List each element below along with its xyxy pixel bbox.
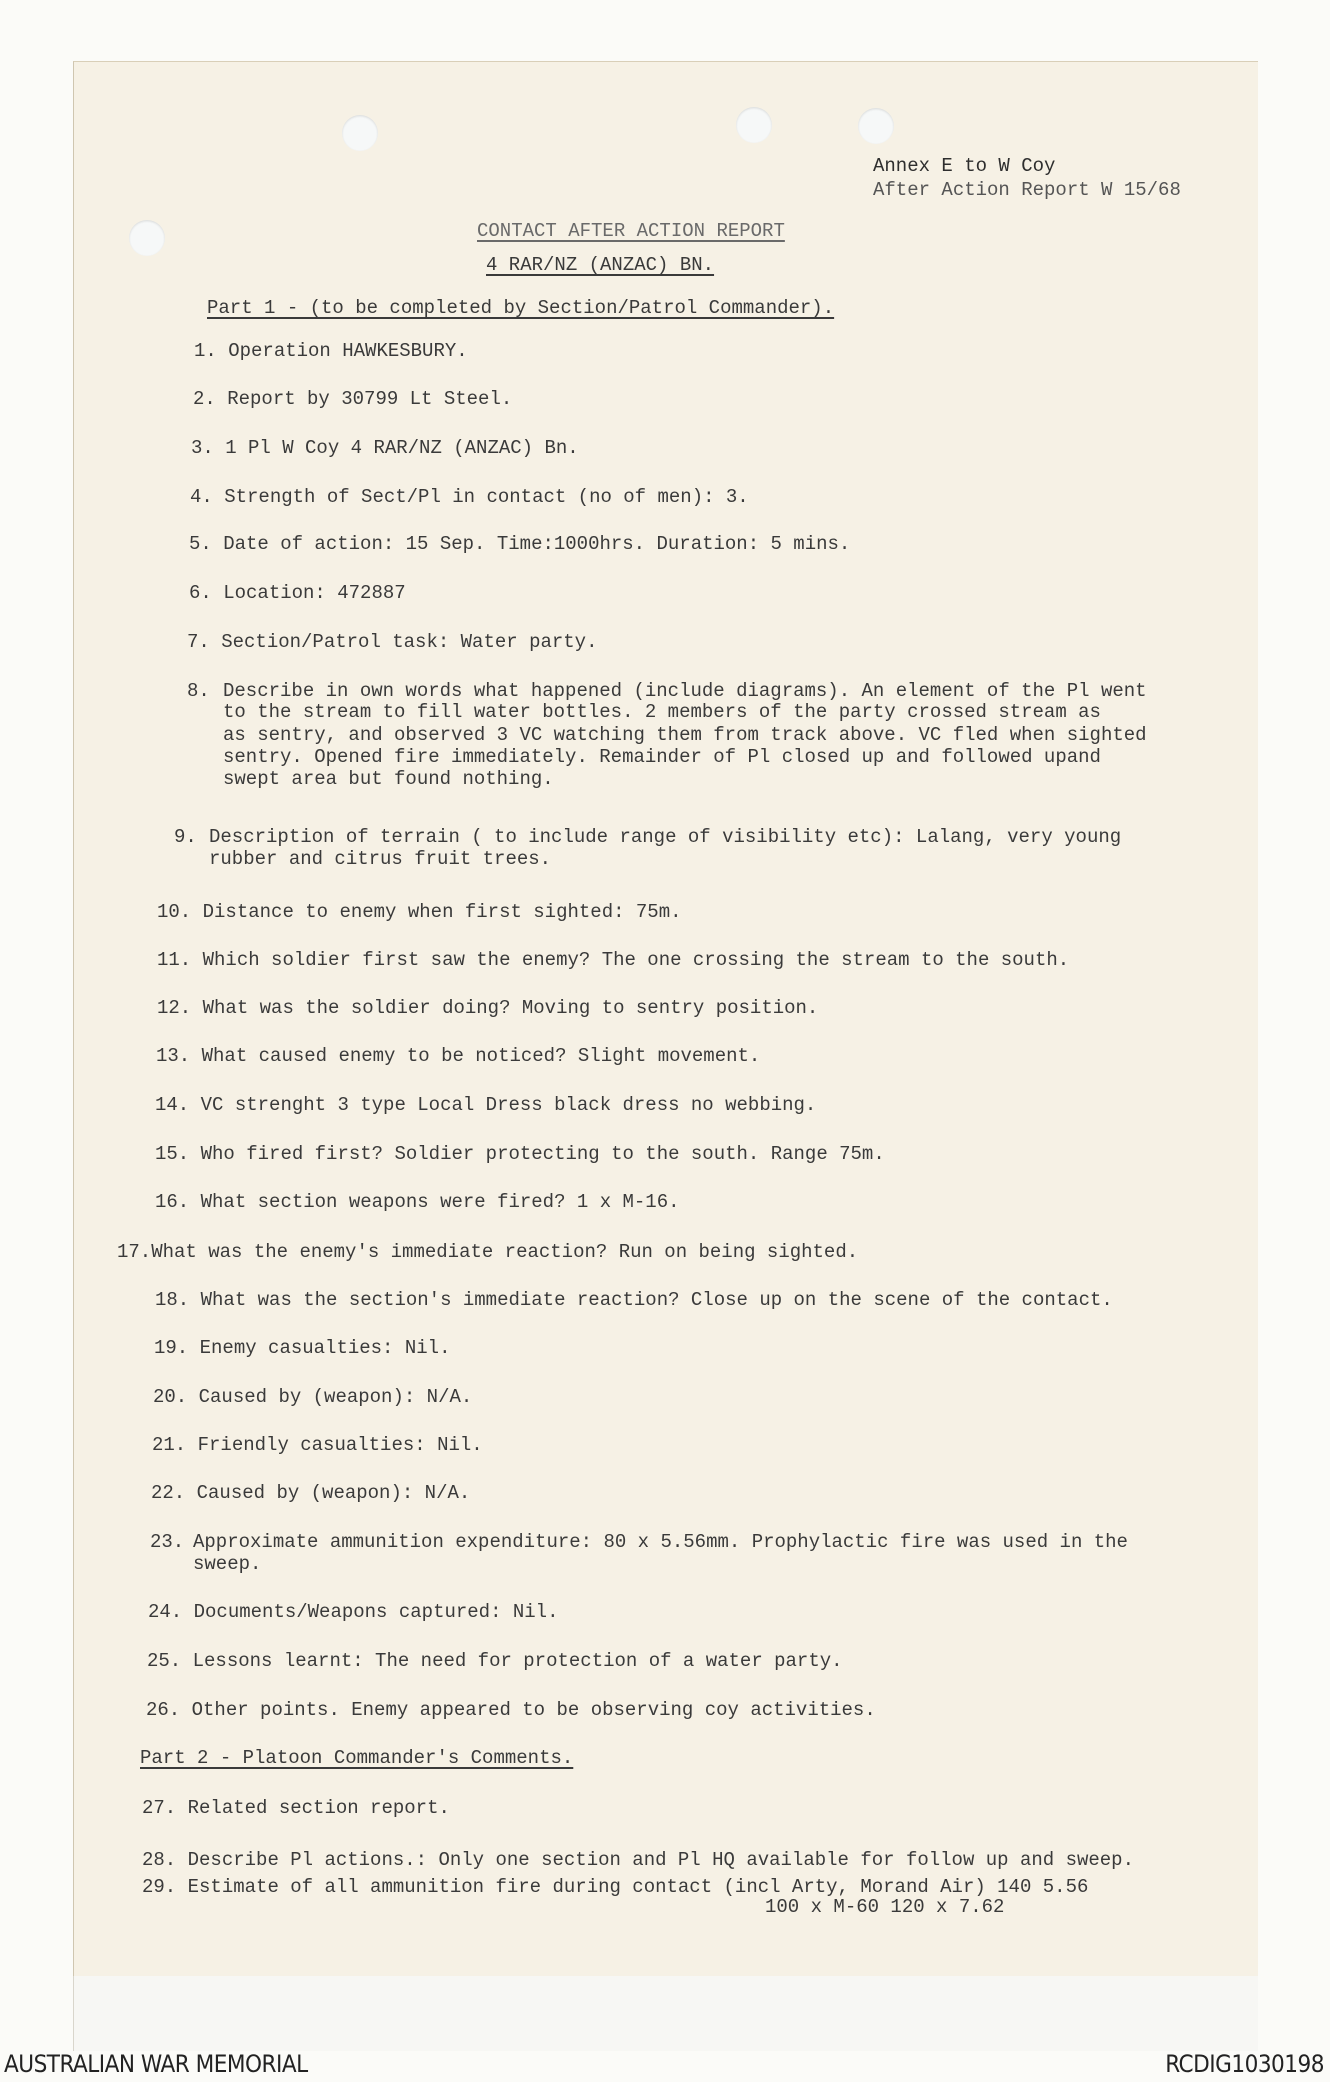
item-14: 14. VC strenght 3 type Local Dress black dress no webbing. — [155, 1094, 817, 1116]
item-3: 3. 1 Pl W Coy 4 RAR/NZ (ANZAC) Bn. — [191, 437, 579, 459]
part2-heading: Part 2 - Platoon Commander's Comments. — [140, 1747, 574, 1769]
item-28: 28. Describe Pl actions.: Only one section and Pl HQ available for follow up and sweep. — [142, 1849, 1134, 1871]
item-20: 20. Caused by (weapon): N/A. — [153, 1386, 473, 1408]
punch-hole — [858, 108, 894, 144]
punch-hole — [129, 220, 165, 256]
item-26: 26. Other points. Enemy appeared to be observing coy activities. — [146, 1699, 876, 1721]
item-13: 13. What caused enemy to be noticed? Slight movement. — [156, 1045, 761, 1067]
item-22: 22. Caused by (weapon): N/A. — [151, 1482, 471, 1504]
item-15: 15. Who fired first? Soldier protecting to the south. Range 75m. — [155, 1143, 885, 1165]
item-18: 18. What was the section's immediate reaction? Close up on the scene of the contact. — [155, 1289, 1113, 1311]
item-23: 23. Approximate ammunition expenditure: 80 x 5.56mm. Prophylactic fire was used in the sweep. — [150, 1531, 1128, 1575]
item-6: 6. Location: 472887 — [189, 582, 406, 604]
item-24: 24. Documents/Weapons captured: Nil. — [148, 1601, 559, 1623]
unit-title: 4 RAR/NZ (ANZAC) BN. — [486, 254, 715, 276]
punch-hole — [736, 107, 772, 143]
item-10: 10. Distance to enemy when first sighted: 75m. — [157, 901, 682, 923]
footer-right: RCDIG1030198 — [1165, 2050, 1324, 2078]
item-9: 9. Description of terrain ( to include range of visibility etc): Lalang, very young rubber and citrus fruit trees. — [174, 826, 1122, 870]
annex-line-2: After Action Report W 15/68 — [873, 179, 1181, 201]
item-29: 29. Estimate of all ammunition fire during contact (incl Arty, Morand Air) 140 5.56 — [142, 1876, 1089, 1898]
item-29-subline: 100 x M-60 120 x 7.62 — [765, 1896, 1005, 1918]
item-21: 21. Friendly casualties: Nil. — [152, 1434, 483, 1456]
item-8: 8. Describe in own words what happened (include diagrams). An element of the Pl went to the stream to fill water bottles. 2 members of the party crossed stream as as sentry, and observed 3 VC watching them from track above. VC fled when sighted sentry. Opened fire immediately. Remainder of Pl closed up and followed upand swept area but found nothing. — [187, 680, 1147, 790]
item-12: 12. What was the soldier doing? Moving to sentry position. — [157, 997, 819, 1019]
footer-left: AUSTRALIAN WAR MEMORIAL — [4, 2050, 308, 2078]
item-19: 19. Enemy casualties: Nil. — [154, 1337, 451, 1359]
item-11: 11. Which soldier first saw the enemy? The one crossing the stream to the south. — [157, 949, 1070, 971]
item-16: 16. What section weapons were fired? 1 x M-16. — [155, 1191, 680, 1213]
item-27: 27. Related section report. — [142, 1797, 450, 1819]
item-7: 7. Section/Patrol task: Water party. — [187, 631, 598, 653]
report-title: CONTACT AFTER ACTION REPORT — [477, 220, 785, 242]
item-4: 4. Strength of Sect/Pl in contact (no of men): 3. — [190, 486, 749, 508]
item-1: 1. Operation HAWKESBURY. — [194, 340, 468, 362]
item-5: 5. Date of action: 15 Sep. Time:1000hrs. Duration: 5 mins. — [189, 533, 851, 555]
annex-line-1: Annex E to W Coy — [873, 155, 1056, 177]
punch-hole — [342, 115, 378, 151]
part1-heading: Part 1 - (to be completed by Section/Patrol Commander). — [207, 297, 835, 319]
item-2: 2. Report by 30799 Lt Steel. — [193, 388, 513, 410]
item-25: 25. Lessons learnt: The need for protection of a water party. — [147, 1650, 843, 1672]
item-17: 17.What was the enemy's immediate reaction? Run on being sighted. — [117, 1241, 859, 1263]
